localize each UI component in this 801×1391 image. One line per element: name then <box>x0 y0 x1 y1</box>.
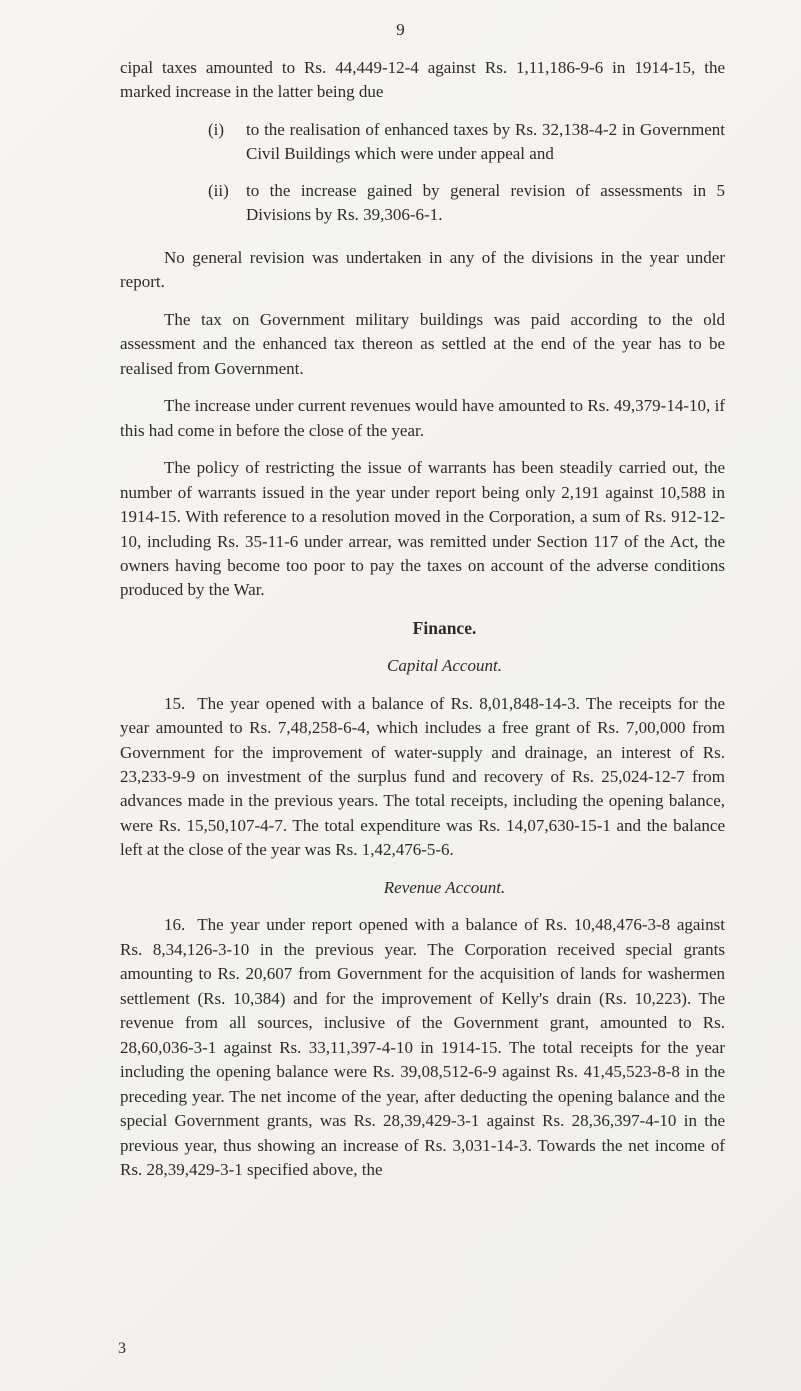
finance-heading: Finance. <box>412 617 477 638</box>
list-item-label: (ii) <box>208 180 229 200</box>
reasons-list <box>120 118 725 228</box>
paragraph-15 <box>120 692 725 863</box>
list-item <box>120 118 725 167</box>
revenue-account-heading: Revenue Account. <box>383 877 506 897</box>
signature-mark: 3 <box>118 1340 126 1357</box>
paragraph-16-number: 16. <box>164 915 186 935</box>
list-item-text: to the realisation of enhanced taxes by Rs. 32,138-4-2 in Government Civil Buildings which were under appeal and <box>246 119 725 164</box>
paragraph-taxes-continuation: cipal taxes amounted to Rs. 44,449-12-4 against Rs. 1,11,186-9-6 in 1914-15, the marked increase in the latter being due <box>120 58 725 102</box>
paragraph-increase: The increase under current revenues would have amounted to Rs. 49,379-14-10, if this had come in before the close of the year. <box>120 396 725 440</box>
page-number: 9 <box>396 20 405 39</box>
list-item <box>120 179 725 228</box>
paragraph-15-text: The year opened with a balance of Rs. 8,01,848-14-3. The receipts for the year amounted to Rs. 7,48,258-6-4, which includes a free grant of Rs. 7,00,000 from Government for the improvement of water-supply and drainage, an interest of Rs. 23,233-9-9 on investment of the surplus fund and recovery of Rs. 25,024-12-7 from advances made in the previous years. The total receipts, including the opening balance, were Rs. 15,50,107-4-7. The total expenditure was Rs. 14,07,630-15-1 and the balance left at the close of the year was Rs. 1,42,476-5-6. <box>120 693 725 860</box>
paragraph-16-text: The year under report opened with a balance of Rs. 10,48,476-3-8 against Rs. 8,34,126-3-10 in the previous year. The Corporation received special grants amounting to Rs. 20,607 from Government for the acquisition of lands for washermen settlement (Rs. 10,384) and for the improvement of Kelly's drain (Rs. 10,223). The revenue from all sources, inclusive of the Government grant, amounted to Rs. 28,60,036-3-1 against Rs. 33,11,397-4-10 in 1914-15. The total receipts for the year including the opening balance were Rs. 39,08,512-6-9 against Rs. 41,45,523-8-8 in the preceding year. The net income of the year, after deducting the opening balance and the special Government grants, was Rs. 28,39,429-3-1 against Rs. 28,36,397-4-10 in the previous year, thus showing an increase of Rs. 3,031-14-3. Towards the net income of Rs. 28,39,429-3-1 specified above, the <box>120 915 725 1179</box>
list-item-text: to the increase gained by general revision of assessments in 5 Divisions by Rs. 39,306-6-1. <box>246 180 725 225</box>
paragraph-warrants: The policy of restricting the issue of warrants has been steadily carried out, the number of warrants issued in the year under report being only 2,191 against 10,588 in 1914-15. With reference to a resolution moved in the Corporation, a sum of Rs. 912-12-10, including Rs. 35-11-6 under arrear, was remitted under Section 117 of the Act, the owners having become too poor to pay the taxes on account of the adverse conditions produced by the War. <box>120 458 725 600</box>
list-item-label: (i) <box>208 119 225 139</box>
text-block <box>120 56 725 1195</box>
capital-account-heading: Capital Account. <box>387 656 502 676</box>
paragraph-no-revision: No general revision was undertaken in any of the divisions in the year under report. <box>120 247 725 292</box>
paragraph-16 <box>120 913 725 1182</box>
paragraph-military-tax: The tax on Government military buildings was paid according to the old assessment and the enhanced tax thereon as settled at the end of the year has to be realised from Government. <box>120 309 725 378</box>
paragraph-15-number: 15. <box>164 693 186 713</box>
